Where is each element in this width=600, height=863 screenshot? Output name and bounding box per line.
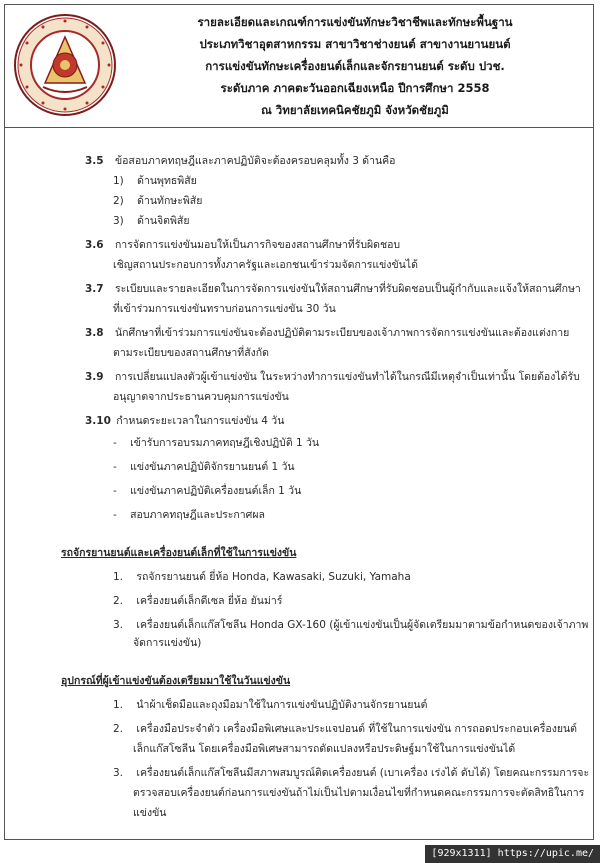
document-header	[5, 5, 593, 128]
item-3-9-cont: อนุญาตจากประธานควบคุมการแข่งขัน	[113, 391, 289, 403]
item-3-6-cont: เชิญสถานประกอบการทั้งภาครัฐและเอกชนเข้าร่วมจัดการแข่งขันได้	[113, 259, 418, 271]
item-3-9: 3.9 การเปลี่ยนแปลงตัวผู้เข้าแข่งขัน ในระหว่างทำการแข่งขันทำได้ในกรณีมีเหตุจำเป็นเท่านั้น โดยต้องได้รับ	[85, 371, 580, 383]
title-line-4: ระดับภาค ภาคตะวันออกเฉียงเหนือ ปีการศึกษา 2558	[220, 81, 490, 95]
vocational-education-commission-logo	[13, 13, 117, 117]
title-line-1: รายละเอียดและเกณฑ์การแข่งขันทักษะวิชาชีพและทักษะพื้นฐาน	[197, 15, 513, 29]
schedule-item-1: - เข้ารับการอบรมภาคทฤษฎีเชิงปฏิบัติ 1 วัน	[113, 437, 320, 449]
item-3-5	[85, 153, 395, 169]
equipment-item-2-cont: เล็กแก๊สโซลีน โดยเครื่องมือพิเศษสามารถดัดแปลงหรือประดิษฐ์มาใช้ในการแข่งขันได้	[133, 743, 516, 755]
document-title	[125, 11, 585, 121]
item-3-7: 3.7 ระเบียบและรายละเอียดในการจัดการแข่งขันให้สถานศึกษาที่รับผิดชอบเป็นผู้กำกับและแจ้งให้สถานศึกษา	[85, 283, 581, 295]
vehicle-item-1: 1. รถจักรยานยนต์ ยี่ห้อ Honda, Kawasaki, Suzuki, Yamaha	[113, 571, 411, 583]
schedule-item-2: - แข่งขันภาคปฏิบัติจักรยานยนต์ 1 วัน	[113, 461, 295, 473]
item-3-8: 3.8 นักศึกษาที่เข้าร่วมการแข่งขันจะต้องปฏิบัติตามระเบียบของเจ้าภาพการจัดการแข่งขันและต้องแต่งกาย	[85, 327, 570, 339]
sub-item-1: 1) ด้านพุทธพิสัย	[113, 175, 197, 187]
item-3-7-cont: ที่เข้าร่วมการแข่งขันทราบก่อนการแข่งขัน 30 วัน	[113, 303, 336, 315]
title-line-3: การแข่งขันทักษะเครื่องยนต์เล็กและจักรยานยนต์ ระดับ ปวช.	[205, 59, 505, 73]
equipment-item-2: 2. เครื่องมือประจำตัว เครื่องมือพิเศษและประแจปอนด์ ที่ใช้ในการแข่งขัน การถอดประกอบเครื่องยนต์	[113, 723, 577, 735]
item-3-6: 3.6 การจัดการแข่งขันมอบให้เป็นภารกิจของสถานศึกษาที่รับผิดชอบ	[85, 239, 401, 251]
section-title-equipment: อุปกรณ์ที่ผู้เข้าแข่งขันต้องเตรียมมาใช้ในวันแข่งขัน	[61, 675, 291, 687]
vehicle-item-3-cont: จัดการแข่งขัน)	[133, 637, 202, 649]
item-3-8-cont: ตามระเบียบของสถานศึกษาที่สังกัด	[113, 347, 269, 359]
schedule-item-3: - แข่งขันภาคปฏิบัติเครื่องยนต์เล็ก 1 วัน	[113, 485, 302, 497]
item-number: 3.5	[85, 155, 104, 167]
image-size-label: [929x1311]	[431, 848, 492, 859]
equipment-item-3: 3. เครื่องยนต์เล็กแก๊สโซลีนมีสภาพสมบูรณ์ติดเครื่องยนต์ (เบาเครื่อง เร่งได้ ดับได้) โดยคณะกรรมการจะ	[113, 767, 590, 779]
equipment-item-1: 1. นำผ้าเช็ดมือและถุงมือมาใช้ในการแข่งขันปฏิบัติงานจักรยานยนต์	[113, 699, 428, 711]
equipment-item-3-cont2: แข่งขัน	[133, 807, 167, 819]
sub-item-3: 3) ด้านจิตพิสัย	[113, 215, 190, 227]
title-line-2: ประเภทวิชาอุตสาหกรรม สาขาวิชาช่างยนต์ สาขางานยานยนต์	[199, 37, 511, 51]
title-line-5: ณ วิทยาลัยเทคนิคชัยภูมิ จังหวัดชัยภูมิ	[261, 103, 449, 117]
equipment-item-3-cont: ตรวจสอบเครื่องยนต์ก่อนการแข่งขันถ้าไม่เป็นไปตามเงื่อนไขที่กำหนดคณะกรรมการจะตัดสิทธิในการ	[133, 787, 585, 799]
image-host-footer	[425, 845, 600, 863]
schedule-item-4: - สอบภาคทฤษฎีและประกาศผล	[113, 509, 265, 521]
item-3-10: 3.10 กำหนดระยะเวลาในการแข่งขัน 4 วัน	[85, 415, 285, 427]
sub-item-2: 2) ด้านทักษะพิสัย	[113, 195, 203, 207]
vehicle-item-2: 2. เครื่องยนต์เล็กดีเซล ยี่ห้อ ยันม่าร์	[113, 595, 283, 607]
section-title-vehicles: รถจักรยานยนต์และเครื่องยนต์เล็กที่ใช้ในการแข่งขัน	[61, 547, 297, 559]
document-page	[4, 4, 594, 840]
image-host-url[interactable]: https://upic.me/	[497, 848, 594, 859]
vehicle-item-3: 3. เครื่องยนต์เล็กแก๊สโซลีน Honda GX-160 (ผู้เข้าแข่งขันเป็นผู้จัดเตรียมมาตามข้อกำหนดของเจ้าภาพ	[113, 619, 589, 631]
item-text: ข้อสอบภาคทฤษฎีและภาคปฏิบัติจะต้องครอบคลุมทั้ง 3 ด้านคือ	[114, 155, 396, 167]
